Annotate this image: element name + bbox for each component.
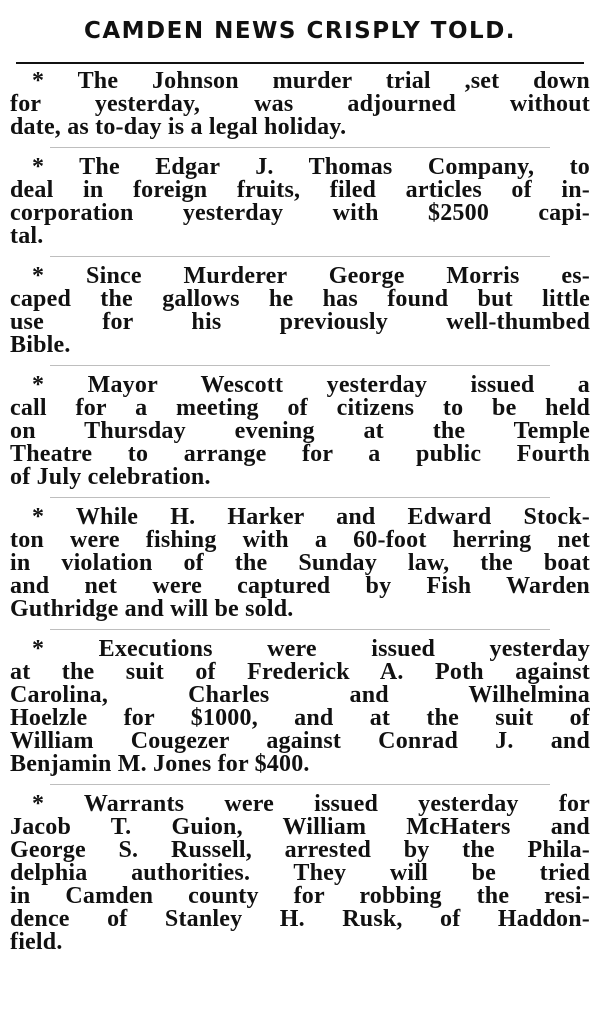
text-line: tal. <box>10 223 44 249</box>
text-line: * The Johnson murder trial ,set down <box>32 68 590 94</box>
text-line: Guthridge and will be sold. <box>10 596 294 622</box>
text-line: Hoelzle for $1000, and at the suit of <box>10 705 590 731</box>
text-line: dence of Stanley H. Rusk, of Haddon- <box>10 906 590 932</box>
text-line: field. <box>10 929 63 955</box>
text-line: George S. Russell, arrested by the Phila- <box>10 837 590 863</box>
text-line: * Mayor Wescott yesterday issued a <box>32 372 590 398</box>
text-line: caped the gallows he has found but little <box>10 286 590 312</box>
news-item-warrants <box>10 793 590 954</box>
text-line: and net were captured by Fish Warden <box>10 573 590 599</box>
text-line: * Warrants were issued yesterday for <box>32 791 590 817</box>
news-items <box>10 70 590 954</box>
news-item-mayor-wescott <box>10 374 590 489</box>
text-line: use for his previously well-thumbed <box>10 309 590 335</box>
text-line: delphia authorities. They will be tried <box>10 860 590 886</box>
text-line: of July celebration. <box>10 464 211 490</box>
text-line: Theatre to arrange for a public Fourth <box>10 441 590 467</box>
text-line: Carolina, Charles and Wilhelmina <box>10 682 590 708</box>
text-line: at the suit of Frederick A. Poth against <box>10 659 590 685</box>
text-line: * The Edgar J. Thomas Company, to <box>32 154 590 180</box>
headline-rule <box>16 62 584 64</box>
item-separator <box>50 365 550 366</box>
text-line: * Executions were issued yesterday <box>32 636 590 662</box>
news-item-johnson-trial <box>10 70 590 139</box>
text-line: Bible. <box>10 332 71 358</box>
item-separator <box>50 629 550 630</box>
text-line: ton were fishing with a 60-foot herring net <box>10 527 590 553</box>
news-item-herring-net <box>10 506 590 621</box>
text-line: in violation of the Sunday law, the boat <box>10 550 590 576</box>
text-line: call for a meeting of citizens to be held <box>10 395 590 421</box>
item-separator <box>50 256 550 257</box>
item-separator <box>50 147 550 148</box>
text-line: Jacob T. Guion, William McHaters and <box>10 814 590 840</box>
text-line: for yesterday, was adjourned without <box>10 91 590 117</box>
text-line: date, as to-day is a legal holiday. <box>10 114 347 140</box>
news-item-executions <box>10 638 590 776</box>
text-line: William Cougezer against Conrad J. and <box>10 728 590 754</box>
text-line: corporation yesterday with $2500 capi- <box>10 200 590 226</box>
news-item-thomas-company <box>10 156 590 248</box>
text-line: deal in foreign fruits, filed articles of in- <box>10 177 590 203</box>
item-separator <box>50 497 550 498</box>
text-line: Benjamin M. Jones for $400. <box>10 751 310 777</box>
text-line: * While H. Harker and Edward Stock- <box>32 504 590 530</box>
text-line: in Camden county for robbing the resi- <box>10 883 590 909</box>
headline: CAMDEN NEWS CRISPLY TOLD. <box>83 18 517 44</box>
news-item-george-morris <box>10 265 590 357</box>
item-separator <box>50 784 550 785</box>
text-line: on Thursday evening at the Temple <box>10 418 590 444</box>
text-line: * Since Murderer George Morris es- <box>32 263 590 289</box>
